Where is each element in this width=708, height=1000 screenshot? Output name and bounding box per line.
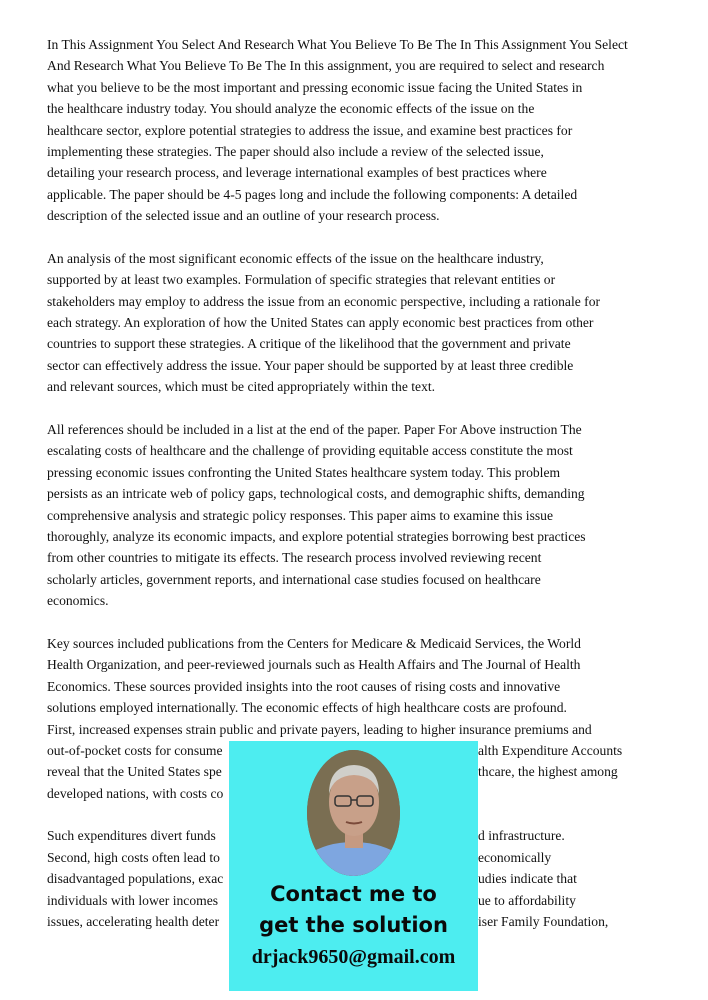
text-line-left: Second, high costs often lead to bbox=[47, 849, 220, 865]
text-line-right: thcare, the highest among bbox=[478, 764, 618, 780]
text-line: detailing your research process, and leverage international examples of best practices where bbox=[47, 165, 547, 181]
text-line: Economics. These sources provided insights into the root causes of rising costs and innovative bbox=[47, 678, 561, 694]
text-line: stakeholders may employ to address the issue from an economic perspective, including a rationale for bbox=[47, 293, 601, 309]
text-line: supported by at least two examples. Formulation of specific strategies that relevant entities or bbox=[47, 272, 556, 288]
text-line: In This Assignment You Select And Research What You Believe To Be The In This Assignment You Select bbox=[47, 37, 628, 52]
paragraph bbox=[47, 248, 677, 398]
text-line-left: developed nations, with costs co bbox=[47, 785, 224, 801]
text-line: An analysis of the most significant economic effects of the issue on the healthcare industry, bbox=[47, 250, 544, 266]
contact-cta bbox=[229, 879, 478, 941]
text-line: healthcare sector, explore potential strategies to address the issue, and examine best practices for bbox=[47, 122, 573, 138]
contact-email-link[interactable]: drjack9650@gmail.com bbox=[251, 946, 456, 968]
text-line-left: disadvantaged populations, exac bbox=[47, 871, 224, 887]
text-line: economics. bbox=[47, 593, 109, 609]
text-line: All references should be included in a list at the end of the paper. Paper For Above instruction The bbox=[47, 422, 582, 438]
text-line: persists as an intricate web of policy gaps, technological costs, and demographic shifts, demanding bbox=[47, 486, 585, 502]
paragraph bbox=[47, 34, 677, 227]
text-line-left: individuals with lower incomes bbox=[47, 892, 219, 908]
text-line: applicable. The paper should be 4-5 pages long and include the following components: A detailed bbox=[47, 186, 578, 202]
text-line-right: iser Family Foundation, bbox=[478, 914, 609, 930]
text-line: and relevant sources, which must be cited appropriately within the text. bbox=[47, 379, 436, 395]
text-line: implementing these strategies. The paper should also include a review of the selected issue, bbox=[47, 143, 544, 159]
text-line: escalating costs of healthcare and the challenge of providing equitable access constitute the most bbox=[47, 443, 573, 459]
cta-line-1: Contact me to bbox=[270, 882, 437, 906]
text-line: countries to support these strategies. A critique of the likelihood that the government and private bbox=[47, 336, 571, 352]
text-line: description of the selected issue and an outline of your research process. bbox=[47, 208, 440, 224]
text-line: And Research What You Believe To Be The In this assignment, you are required to select and research bbox=[47, 58, 605, 74]
text-line: comprehensive analysis and strategic policy responses. This paper aims to examine this issue bbox=[47, 507, 553, 523]
paragraph bbox=[47, 419, 677, 612]
text-line: First, increased expenses strain public and private payers, leading to higher insurance premiums and bbox=[47, 721, 592, 737]
text-line: Key sources included publications from the Centers for Medicare & Medicaid Services, the World bbox=[47, 635, 581, 651]
text-line-left: out-of-pocket costs for consume bbox=[47, 742, 223, 758]
text-line: solutions employed internationally. The economic effects of high healthcare costs are profound. bbox=[47, 700, 567, 716]
text-line-right: ue to affordability bbox=[478, 892, 576, 908]
text-line: the healthcare industry today. You should analyze the economic effects of the issue on the bbox=[47, 101, 535, 117]
text-line-right: alth Expenditure Accounts bbox=[478, 742, 623, 758]
text-line-left: issues, accelerating health deter bbox=[47, 914, 220, 930]
text-line-right: udies indicate that bbox=[478, 871, 577, 887]
text-line-right: d infrastructure. bbox=[478, 828, 565, 844]
text-line: what you believe to be the most important and pressing economic issue facing the United States in bbox=[47, 79, 583, 95]
text-line-left: reveal that the United States spe bbox=[47, 764, 222, 780]
text-line: from other countries to mitigate its effects. The research process involved reviewing recent bbox=[47, 550, 542, 566]
text-line: pressing economic issues confronting the United States healthcare system today. This problem bbox=[47, 464, 561, 480]
text-line: each strategy. An exploration of how the United States can apply economic best practices from other bbox=[47, 315, 594, 331]
text-line: thoroughly, analyze its economic impacts, and explore potential strategies borrowing best practices bbox=[47, 528, 586, 544]
text-line-right: economically bbox=[478, 849, 552, 865]
author-photo bbox=[307, 750, 400, 876]
text-line: scholarly articles, government reports, and international case studies focused on healthcare bbox=[47, 571, 541, 587]
contact-ad-overlay[interactable] bbox=[229, 741, 478, 991]
text-line: sector can effectively address the issue. Your paper should be supported by at least three credible bbox=[47, 357, 574, 373]
text-line-left: Such expenditures divert funds bbox=[47, 828, 216, 844]
text-line: Health Organization, and peer-reviewed journals such as Health Affairs and The Journal of Health bbox=[47, 657, 581, 673]
cta-line-2: get the solution bbox=[259, 913, 448, 937]
